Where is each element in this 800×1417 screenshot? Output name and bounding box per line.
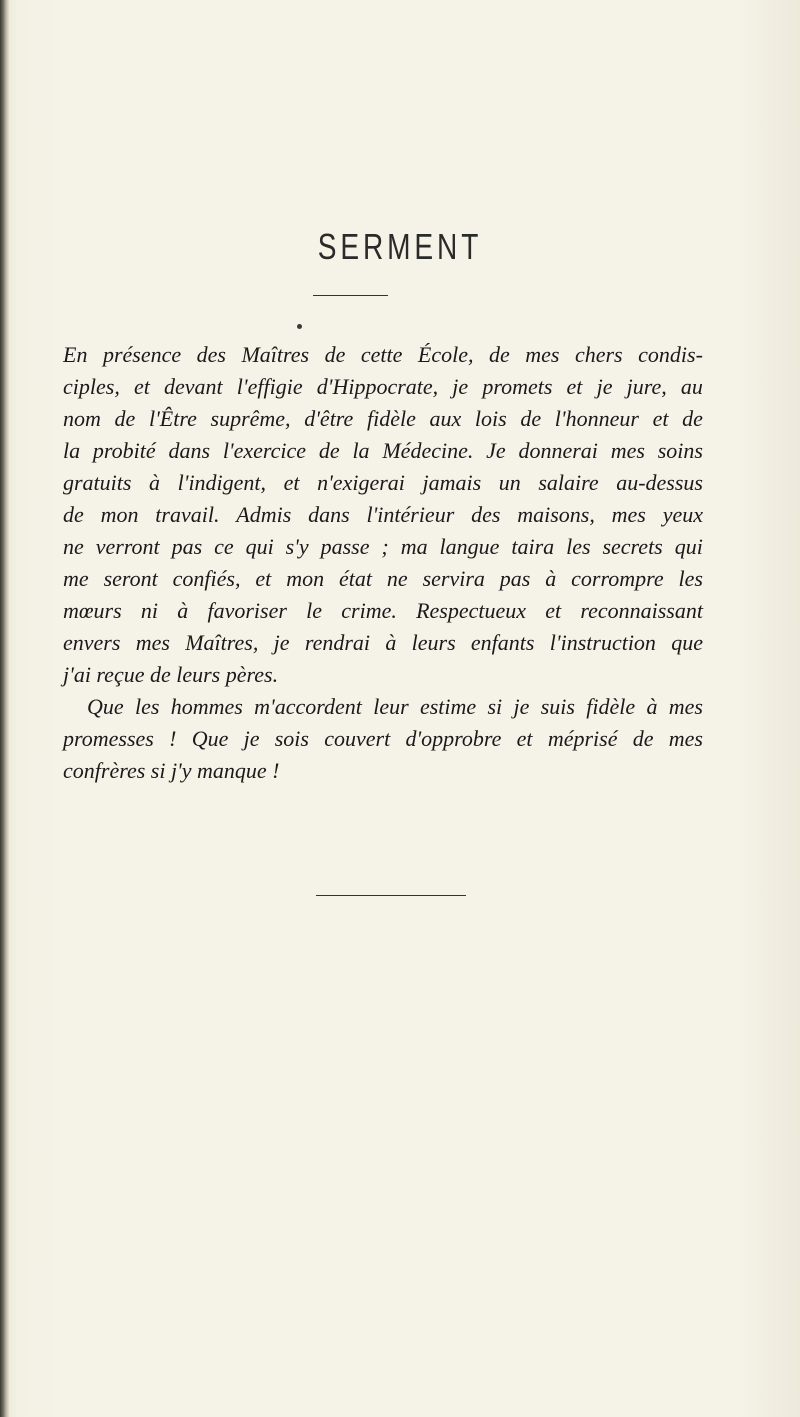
word: je (596, 374, 613, 399)
word: Respectueux (416, 598, 526, 623)
word: et (566, 374, 583, 399)
word: envers (63, 630, 121, 655)
word: méprisé (547, 726, 618, 751)
word: les (566, 534, 591, 559)
word: de (114, 406, 136, 431)
word: de (488, 342, 510, 367)
word: état (338, 566, 372, 591)
word: mes (668, 726, 703, 751)
word: au (680, 374, 703, 399)
text-line (63, 467, 703, 499)
word: Que (191, 726, 229, 751)
word: de (324, 342, 346, 367)
word: mes (668, 694, 703, 719)
text-line (63, 563, 703, 595)
word: ne (63, 534, 84, 559)
top-divider (313, 295, 388, 296)
word: leur (373, 694, 409, 719)
word: d'Hippocrate, (316, 374, 439, 399)
word: à (177, 598, 189, 623)
word: suis (540, 694, 575, 719)
word: hommes (170, 694, 243, 719)
word: si (487, 694, 503, 719)
word: de (318, 438, 340, 463)
word: mes (525, 342, 560, 367)
word: et (516, 726, 533, 751)
word: probité (92, 438, 156, 463)
text-line (63, 435, 703, 467)
word: et (652, 406, 669, 431)
word: m'accordent (254, 694, 362, 719)
word: Maîtres, (185, 630, 259, 655)
word: Maîtres (241, 342, 310, 367)
word: d'être (304, 406, 354, 431)
word: rendrai (304, 630, 371, 655)
word: gratuits (63, 470, 132, 495)
word: et (133, 374, 150, 399)
text-line: confrères si j'y manque ! (63, 758, 280, 783)
word: ce (214, 534, 234, 559)
word: passe (320, 534, 370, 559)
text-line (63, 691, 703, 723)
word: confiés, (172, 566, 241, 591)
word: ciples, (63, 374, 120, 399)
word: mon (286, 566, 325, 591)
word: l'exercice (222, 438, 307, 463)
text-line (63, 499, 703, 531)
word: leurs (411, 630, 456, 655)
text-line (63, 339, 703, 371)
text-line (63, 531, 703, 563)
word: reconnaissant (580, 598, 703, 623)
word: taira (511, 534, 555, 559)
word: ; (381, 534, 389, 559)
word: mes (611, 502, 646, 527)
word: les (134, 694, 160, 719)
word: l'instruction (549, 630, 656, 655)
word: couvert (324, 726, 391, 751)
word: maisons, (517, 502, 595, 527)
word: au-dessus (616, 470, 703, 495)
word: qui (245, 534, 274, 559)
word: des (196, 342, 226, 367)
ornament-dot (297, 324, 302, 329)
word: devant (164, 374, 223, 399)
word: et (255, 566, 272, 591)
word: dans (308, 502, 350, 527)
word: chers (574, 342, 623, 367)
word: ne (386, 566, 408, 591)
word: secrets (602, 534, 663, 559)
word: pas (499, 566, 531, 591)
word: l'effigie (236, 374, 303, 399)
word: jamais (422, 470, 482, 495)
word: je (452, 374, 469, 399)
word: fidèle (366, 406, 416, 431)
page-title: SERMENT (317, 226, 483, 267)
word: École, (417, 342, 474, 367)
word: qui (674, 534, 703, 559)
word: verront (95, 534, 160, 559)
word: sois (274, 726, 309, 751)
word: Je (486, 438, 506, 463)
word: mes (610, 438, 645, 463)
word: jure, (626, 374, 667, 399)
word: s'y (285, 534, 309, 559)
word: aux (429, 406, 462, 431)
text-line (63, 371, 703, 403)
word: n'exigerai (317, 470, 405, 495)
word: lois (474, 406, 507, 431)
word: seront (103, 566, 158, 591)
word: et (545, 598, 562, 623)
word: à (385, 630, 397, 655)
word: de (682, 406, 703, 431)
word: la (352, 438, 370, 463)
word: présence (102, 342, 182, 367)
word: de (520, 406, 542, 431)
text-line (63, 627, 703, 659)
word: soins (657, 438, 703, 463)
word: ma (400, 534, 428, 559)
word: suprême, (210, 406, 291, 431)
word: Que (87, 694, 124, 719)
word: promets (482, 374, 553, 399)
bottom-divider (316, 895, 466, 896)
word: des (471, 502, 501, 527)
word: nom (63, 406, 101, 431)
word: enfants (470, 630, 535, 655)
word: de (632, 726, 654, 751)
word: corrompre (571, 566, 664, 591)
word: condis- (638, 342, 703, 367)
word: l'Être (148, 406, 197, 431)
word: l'indigent, (177, 470, 267, 495)
word: favoriser (207, 598, 287, 623)
word: yeux (662, 502, 703, 527)
text-line (63, 723, 703, 755)
word: le (306, 598, 323, 623)
word: mon (100, 502, 139, 527)
word: ! (169, 726, 177, 751)
text-line: j'ai reçue de leurs pères. (63, 662, 279, 687)
word: que (671, 630, 703, 655)
word: me (63, 566, 89, 591)
word: à (646, 694, 658, 719)
word: En (63, 342, 88, 367)
word: mes (135, 630, 170, 655)
oath-text (63, 339, 703, 787)
word: un (498, 470, 521, 495)
word: mœurs (63, 598, 122, 623)
text-line (63, 403, 703, 435)
word: je (243, 726, 260, 751)
word: la (63, 438, 81, 463)
word: et (283, 470, 300, 495)
word: l'honneur (554, 406, 639, 431)
word: de (63, 502, 84, 527)
word: servira (422, 566, 485, 591)
word: les (678, 566, 703, 591)
word: donnerai (518, 438, 598, 463)
text-line (63, 595, 703, 627)
word: promesses (63, 726, 154, 751)
word: cette (360, 342, 403, 367)
binding-edge (0, 0, 9, 1417)
word: à (545, 566, 557, 591)
word: travail. (155, 502, 220, 527)
word: langue (439, 534, 500, 559)
word: salaire (538, 470, 599, 495)
word: pas (171, 534, 203, 559)
word: à (149, 470, 161, 495)
word: ni (140, 598, 159, 623)
word: Admis (236, 502, 292, 527)
word: fidèle (586, 694, 636, 719)
word: estime (419, 694, 477, 719)
word: d'opprobre (405, 726, 502, 751)
word: crime. (341, 598, 397, 623)
word: Médecine. (382, 438, 474, 463)
word: dans (168, 438, 211, 463)
word: je (513, 694, 530, 719)
word: l'intérieur (366, 502, 455, 527)
word: je (273, 630, 290, 655)
